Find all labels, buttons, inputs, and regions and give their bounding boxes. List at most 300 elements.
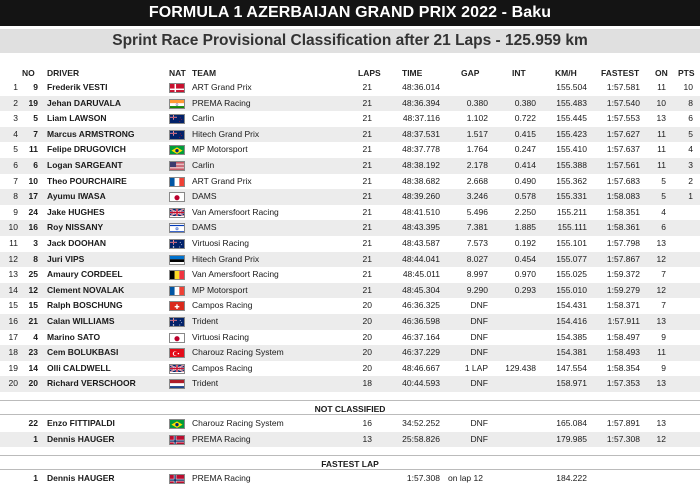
race-time: 46:37.164 xyxy=(402,331,440,342)
position: 3 xyxy=(13,113,18,124)
driver-name: Felipe DRUGOVICH xyxy=(47,144,126,155)
race-time: 48:43.395 xyxy=(402,222,440,233)
fastest-lap-no: 1 xyxy=(33,473,38,483)
fastest-lap: 1:57.911 xyxy=(607,316,640,326)
fastest-lap: 1:58.371 xyxy=(606,300,640,311)
speed-kmh: 154.431 xyxy=(556,300,587,311)
laps: 20 xyxy=(362,362,372,373)
interval: 0.192 xyxy=(514,238,536,248)
position: 4 xyxy=(13,128,18,139)
speed-kmh: 155.388 xyxy=(556,160,587,170)
laps: 21 xyxy=(362,160,372,170)
divider xyxy=(0,469,700,470)
race-time: 46:37.229 xyxy=(402,347,440,358)
speed-kmh: 155.483 xyxy=(556,97,587,108)
gap: DNF xyxy=(470,347,488,358)
laps: 18 xyxy=(362,378,372,389)
laps: 16 xyxy=(362,418,372,428)
fastest-lap: 1:57.561 xyxy=(606,160,640,170)
interval: 1.885 xyxy=(514,222,536,233)
team-name: PREMA Racing xyxy=(192,97,251,108)
gap: DNF xyxy=(470,316,488,326)
fastest-on-lap: 12 xyxy=(656,284,666,295)
position: 2 xyxy=(13,97,18,108)
team-name: Hitech Grand Prix xyxy=(192,253,260,264)
race-time: 48:41.510 xyxy=(402,206,440,217)
header-driver: DRIVER xyxy=(47,68,80,78)
team-name: PREMA Racing xyxy=(192,433,251,444)
speed-kmh: 154.385 xyxy=(556,331,587,342)
interval: 0.414 xyxy=(514,160,536,170)
table-row xyxy=(0,80,700,96)
laps: 21 xyxy=(362,113,372,124)
driver-name: Logan SARGEANT xyxy=(47,160,123,170)
den-flag-icon xyxy=(169,83,185,93)
gap: 3.246 xyxy=(466,191,488,202)
team-name: ART Grand Prix xyxy=(192,175,252,186)
car-number: 14 xyxy=(28,362,38,373)
race-time: 48:37.778 xyxy=(402,144,440,155)
fastest-on-lap: 4 xyxy=(661,206,666,217)
jpn-flag-icon xyxy=(169,333,185,343)
header-team: TEAM xyxy=(192,68,217,78)
driver-name: Ayumu IWASA xyxy=(47,191,106,202)
table-row xyxy=(0,96,700,112)
race-time: 46:36.598 xyxy=(402,316,440,326)
interval: 0.970 xyxy=(514,269,536,280)
position: 5 xyxy=(13,144,18,155)
aus-flag-icon xyxy=(169,317,185,327)
table-row xyxy=(0,432,700,448)
table-row xyxy=(0,174,700,190)
position: 15 xyxy=(8,300,18,311)
position: 17 xyxy=(8,331,18,342)
team-name: Carlin xyxy=(192,160,215,170)
position: 8 xyxy=(13,191,18,202)
interval: 0.454 xyxy=(514,253,536,264)
position: 9 xyxy=(13,206,18,217)
fastest-lap-driver: Dennis HAUGER xyxy=(47,473,115,483)
tur-flag-icon xyxy=(169,348,185,358)
divider xyxy=(0,455,700,456)
nzl-flag-icon xyxy=(169,130,185,140)
gap: 7.573 xyxy=(466,238,488,248)
fastest-on-lap: 5 xyxy=(661,191,666,202)
driver-name: Amaury CORDEEL xyxy=(47,269,123,280)
nor-flag-icon xyxy=(169,435,185,445)
interval: 0.578 xyxy=(514,191,536,202)
fastest-on-lap: 13 xyxy=(656,238,666,248)
speed-kmh: 155.111 xyxy=(557,222,587,233)
team-name: DAMS xyxy=(192,191,217,202)
laps: 21 xyxy=(362,97,372,108)
table-row xyxy=(0,314,700,330)
car-number: 17 xyxy=(28,191,38,202)
position: 18 xyxy=(8,347,18,358)
position: 1 xyxy=(13,82,18,92)
laps: 21 xyxy=(362,175,372,186)
fastest-lap: 1:58.083 xyxy=(606,191,640,202)
laps: 21 xyxy=(362,206,372,217)
header-kmh: KM/H xyxy=(555,68,577,78)
interval: 0.293 xyxy=(514,284,536,295)
header-laps: LAPS xyxy=(358,68,381,78)
isr-flag-icon xyxy=(169,223,185,233)
race-time: 48:36.014 xyxy=(402,82,440,92)
car-number: 23 xyxy=(28,347,38,358)
est-flag-icon xyxy=(169,255,185,265)
position: 11 xyxy=(9,238,18,248)
interval: 2.250 xyxy=(514,206,536,217)
fastest-on-lap: 10 xyxy=(656,97,666,108)
page-subtitle: Sprint Race Provisional Classification after 21 Laps - 125.959 km xyxy=(0,29,700,53)
fastest-lap-team: PREMA Racing xyxy=(192,473,251,483)
fastest-on-lap: 13 xyxy=(656,418,666,428)
driver-name: Ralph BOSCHUNG xyxy=(47,300,123,311)
driver-name: Liam LAWSON xyxy=(47,113,107,124)
speed-kmh: 165.084 xyxy=(556,418,587,428)
table-row xyxy=(0,142,700,158)
fastest-on-lap: 11 xyxy=(657,128,666,139)
driver-name: Marcus ARMSTRONG xyxy=(47,128,135,139)
fastest-lap-kmh: 184.222 xyxy=(556,473,587,483)
driver-name: Frederik VESTI xyxy=(47,82,108,92)
car-number: 22 xyxy=(28,418,38,428)
laps: 21 xyxy=(362,128,372,139)
position: 14 xyxy=(8,284,18,295)
race-time: 48:38.192 xyxy=(402,160,440,170)
gap: 1.517 xyxy=(466,128,488,139)
fastest-on-lap: 9 xyxy=(661,362,666,373)
fastest-lap: 1:57.683 xyxy=(606,175,640,186)
team-name: ART Grand Prix xyxy=(192,82,252,92)
gap: DNF xyxy=(470,378,488,389)
aus-flag-icon xyxy=(169,239,185,249)
speed-kmh: 154.381 xyxy=(556,347,587,358)
driver-name: Richard VERSCHOOR xyxy=(47,378,136,389)
speed-kmh: 155.101 xyxy=(556,238,587,248)
speed-kmh: 155.010 xyxy=(556,284,587,295)
position: 20 xyxy=(8,378,18,389)
header-int: INT xyxy=(512,68,526,78)
team-name: Charouz Racing System xyxy=(192,347,284,358)
laps: 21 xyxy=(362,238,372,248)
gap: DNF xyxy=(470,331,488,342)
points: 10 xyxy=(683,82,693,92)
bra-flag-icon xyxy=(169,419,185,429)
fastest-on-lap: 11 xyxy=(657,144,666,155)
table-row xyxy=(0,252,700,268)
gap: 2.178 xyxy=(466,160,488,170)
team-name: Carlin xyxy=(192,113,215,124)
team-name: Van Amersfoort Racing xyxy=(192,269,279,280)
sui-flag-icon xyxy=(169,301,185,311)
fastest-on-lap: 9 xyxy=(661,331,666,342)
fra-flag-icon xyxy=(169,177,185,187)
car-number: 10 xyxy=(28,175,38,186)
car-number: 9 xyxy=(33,82,38,92)
header-on: ON xyxy=(655,68,668,78)
team-name: Trident xyxy=(192,316,219,326)
fastest-on-lap: 7 xyxy=(661,269,666,280)
gap: DNF xyxy=(470,300,488,311)
race-time: 46:36.325 xyxy=(402,300,440,311)
driver-name: Roy NISSANY xyxy=(47,222,104,233)
position: 12 xyxy=(8,253,18,264)
fastest-lap: 1:57.308 xyxy=(606,433,640,444)
driver-name: Calan WILLIAMS xyxy=(47,316,115,326)
gap: 9.290 xyxy=(466,284,488,295)
fastest-on-lap: 5 xyxy=(661,175,666,186)
table-row xyxy=(0,236,700,252)
speed-kmh: 154.416 xyxy=(556,316,587,326)
points: 4 xyxy=(688,144,693,155)
interval: 0.490 xyxy=(514,175,536,186)
fastest-lap: 1:58.361 xyxy=(606,222,640,233)
fastest-lap: 1:58.351 xyxy=(606,206,640,217)
race-time: 48:45.304 xyxy=(402,284,440,295)
header-time: TIME xyxy=(402,68,423,78)
team-name: MP Motorsport xyxy=(192,284,248,295)
points: 2 xyxy=(688,175,693,186)
table-row xyxy=(0,361,700,377)
bra-flag-icon xyxy=(169,145,185,155)
team-name: MP Motorsport xyxy=(192,144,248,155)
race-time: 34:52.252 xyxy=(402,418,440,428)
laps: 21 xyxy=(362,82,372,92)
gbr-flag-icon xyxy=(169,208,185,218)
race-time: 48:44.041 xyxy=(402,253,440,264)
header-gap: GAP xyxy=(461,68,480,78)
car-number: 16 xyxy=(28,222,38,233)
car-number: 20 xyxy=(28,378,38,389)
driver-name: Marino SATO xyxy=(47,331,101,342)
table-row xyxy=(0,283,700,299)
race-time: 48:37.116 xyxy=(402,113,440,124)
points: 3 xyxy=(688,160,693,170)
gbr-flag-icon xyxy=(169,364,185,374)
gap: 0.380 xyxy=(466,97,488,108)
bel-flag-icon xyxy=(169,270,185,280)
driver-name: Clement NOVALAK xyxy=(47,284,125,295)
driver-name: Theo POURCHAIRE xyxy=(47,175,127,186)
car-number: 5 xyxy=(33,113,38,124)
fastest-lap: 1:57.553 xyxy=(606,113,640,124)
race-time: 48:45.011 xyxy=(402,269,440,280)
gap: 1.764 xyxy=(466,144,488,155)
fastest-lap-time: 1:57.308 xyxy=(406,473,440,483)
gap: 8.027 xyxy=(466,253,488,264)
car-number: 7 xyxy=(33,128,38,139)
driver-name: Cem BOLUKBASI xyxy=(47,347,119,358)
fastest-on-lap: 11 xyxy=(657,160,666,170)
speed-kmh: 155.077 xyxy=(556,253,587,264)
car-number: 3 xyxy=(33,238,38,248)
divider xyxy=(0,414,700,415)
interval: 0.415 xyxy=(514,128,536,139)
header-no: NO xyxy=(22,68,35,78)
laps: 21 xyxy=(362,284,372,295)
team-name: Van Amersfoort Racing xyxy=(192,206,279,217)
table-row xyxy=(0,376,700,392)
interval: 0.380 xyxy=(514,97,536,108)
laps: 20 xyxy=(362,300,372,311)
table-row xyxy=(0,330,700,346)
table-row xyxy=(0,111,700,127)
usa-flag-icon xyxy=(169,161,185,171)
car-number: 25 xyxy=(28,269,38,280)
table-row xyxy=(0,189,700,205)
table-row xyxy=(0,416,700,432)
nor-flag-icon xyxy=(169,474,185,484)
speed-kmh: 179.985 xyxy=(556,433,587,444)
gap: 8.997 xyxy=(466,269,488,280)
table-row xyxy=(0,127,700,143)
driver-name: Dennis HAUGER xyxy=(47,433,115,444)
fastest-lap: 1:57.581 xyxy=(606,82,640,92)
ind-flag-icon xyxy=(169,99,185,109)
laps: 20 xyxy=(362,347,372,358)
points: 5 xyxy=(688,128,693,139)
speed-kmh: 155.423 xyxy=(556,128,587,139)
fastest-lap: 1:57.637 xyxy=(606,144,640,155)
fastest-lap-note: on lap 12 xyxy=(448,473,483,483)
car-number: 1 xyxy=(33,433,38,444)
race-time: 40:44.593 xyxy=(402,378,440,389)
position: 7 xyxy=(13,175,18,186)
laps: 20 xyxy=(362,331,372,342)
gap: 2.668 xyxy=(466,175,488,186)
driver-name: Olli CALDWELL xyxy=(47,362,111,373)
points: 6 xyxy=(688,113,693,124)
interval: 0.722 xyxy=(514,113,536,124)
page-title: FORMULA 1 AZERBAIJAN GRAND PRIX 2022 - Baku xyxy=(0,0,700,26)
speed-kmh: 155.504 xyxy=(556,82,587,92)
car-number: 6 xyxy=(33,160,38,170)
team-name: Charouz Racing System xyxy=(192,418,284,428)
points: 1 xyxy=(688,191,693,202)
gap: 7.381 xyxy=(466,222,488,233)
fastest-lap: 1:59.372 xyxy=(606,269,640,280)
laps: 21 xyxy=(362,191,372,202)
table-row xyxy=(0,205,700,221)
table-row xyxy=(0,267,700,283)
table-header xyxy=(0,66,700,80)
fastest-on-lap: 11 xyxy=(657,347,666,358)
laps: 21 xyxy=(362,269,372,280)
race-time: 48:43.587 xyxy=(402,238,440,248)
driver-name: Jehan DARUVALA xyxy=(47,97,121,108)
header-nat: NAT xyxy=(169,68,186,78)
speed-kmh: 158.971 xyxy=(556,378,587,389)
laps: 21 xyxy=(362,222,372,233)
interval: 129.438 xyxy=(505,362,536,373)
speed-kmh: 155.445 xyxy=(556,113,587,124)
car-number: 12 xyxy=(28,284,38,295)
fastest-lap-label: FASTEST LAP xyxy=(321,459,379,469)
car-number: 19 xyxy=(28,97,38,108)
divider xyxy=(0,400,700,401)
fastest-lap: 1:57.891 xyxy=(606,418,640,428)
car-number: 24 xyxy=(28,206,38,217)
race-time: 48:46.667 xyxy=(402,362,440,373)
fastest-lap: 1:57.627 xyxy=(606,128,640,139)
driver-name: Juri VIPS xyxy=(47,253,85,264)
car-number: 15 xyxy=(28,300,38,311)
header-pts: PTS xyxy=(678,68,695,78)
fastest-lap: 1:57.798 xyxy=(606,238,640,248)
fastest-on-lap: 13 xyxy=(656,113,666,124)
speed-kmh: 155.331 xyxy=(556,191,587,202)
team-name: Hitech Grand Prix xyxy=(192,128,260,139)
speed-kmh: 155.362 xyxy=(556,175,587,186)
gap: 5.496 xyxy=(466,206,488,217)
team-name: Trident xyxy=(192,378,219,389)
position: 16 xyxy=(8,316,18,326)
team-name: Virtuosi Racing xyxy=(192,331,250,342)
gap: 1 LAP xyxy=(464,362,488,373)
not-classified-label: NOT CLASSIFIED xyxy=(314,404,386,414)
car-number: 11 xyxy=(29,144,38,155)
race-time: 48:37.531 xyxy=(402,128,440,139)
car-number: 4 xyxy=(33,331,38,342)
fastest-lap: 1:58.497 xyxy=(606,331,640,342)
race-time: 25:58.826 xyxy=(402,433,440,444)
car-number: 8 xyxy=(33,253,38,264)
speed-kmh: 155.410 xyxy=(556,144,587,155)
laps: 13 xyxy=(362,433,372,444)
race-time: 48:39.260 xyxy=(402,191,440,202)
fastest-lap: 1:59.279 xyxy=(606,284,640,295)
fastest-lap: 1:57.867 xyxy=(606,253,640,264)
header-fastest: FASTEST xyxy=(601,68,640,78)
position: 13 xyxy=(8,269,18,280)
driver-name: Jack DOOHAN xyxy=(47,238,107,248)
team-name: Virtuosi Racing xyxy=(192,238,250,248)
team-name: Campos Racing xyxy=(192,362,253,373)
laps: 21 xyxy=(362,144,372,155)
jpn-flag-icon xyxy=(169,192,185,202)
fastest-lap: 1:58.354 xyxy=(606,362,640,373)
speed-kmh: 147.554 xyxy=(556,362,587,373)
interval: 0.247 xyxy=(514,144,536,155)
fastest-on-lap: 13 xyxy=(656,316,666,326)
fastest-on-lap: 11 xyxy=(657,82,666,92)
driver-name: Jake HUGHES xyxy=(47,206,105,217)
gap: DNF xyxy=(470,418,488,428)
position: 19 xyxy=(8,362,18,373)
ned-flag-icon xyxy=(169,379,185,389)
laps: 21 xyxy=(362,253,372,264)
team-name: DAMS xyxy=(192,222,217,233)
nzl-flag-icon xyxy=(169,114,185,124)
fastest-on-lap: 6 xyxy=(661,222,666,233)
gap: DNF xyxy=(470,433,488,444)
speed-kmh: 155.211 xyxy=(556,206,587,217)
fastest-on-lap: 7 xyxy=(661,300,666,311)
fra-flag-icon xyxy=(169,286,185,296)
table-row xyxy=(0,298,700,314)
fastest-on-lap: 13 xyxy=(656,378,666,389)
table-row xyxy=(0,158,700,174)
speed-kmh: 155.025 xyxy=(556,269,587,280)
table-row xyxy=(0,220,700,236)
fastest-lap: 1:58.493 xyxy=(606,347,640,358)
car-number: 21 xyxy=(28,316,38,326)
table-row xyxy=(0,345,700,361)
points: 8 xyxy=(688,97,693,108)
driver-name: Enzo FITTIPALDI xyxy=(47,418,115,428)
